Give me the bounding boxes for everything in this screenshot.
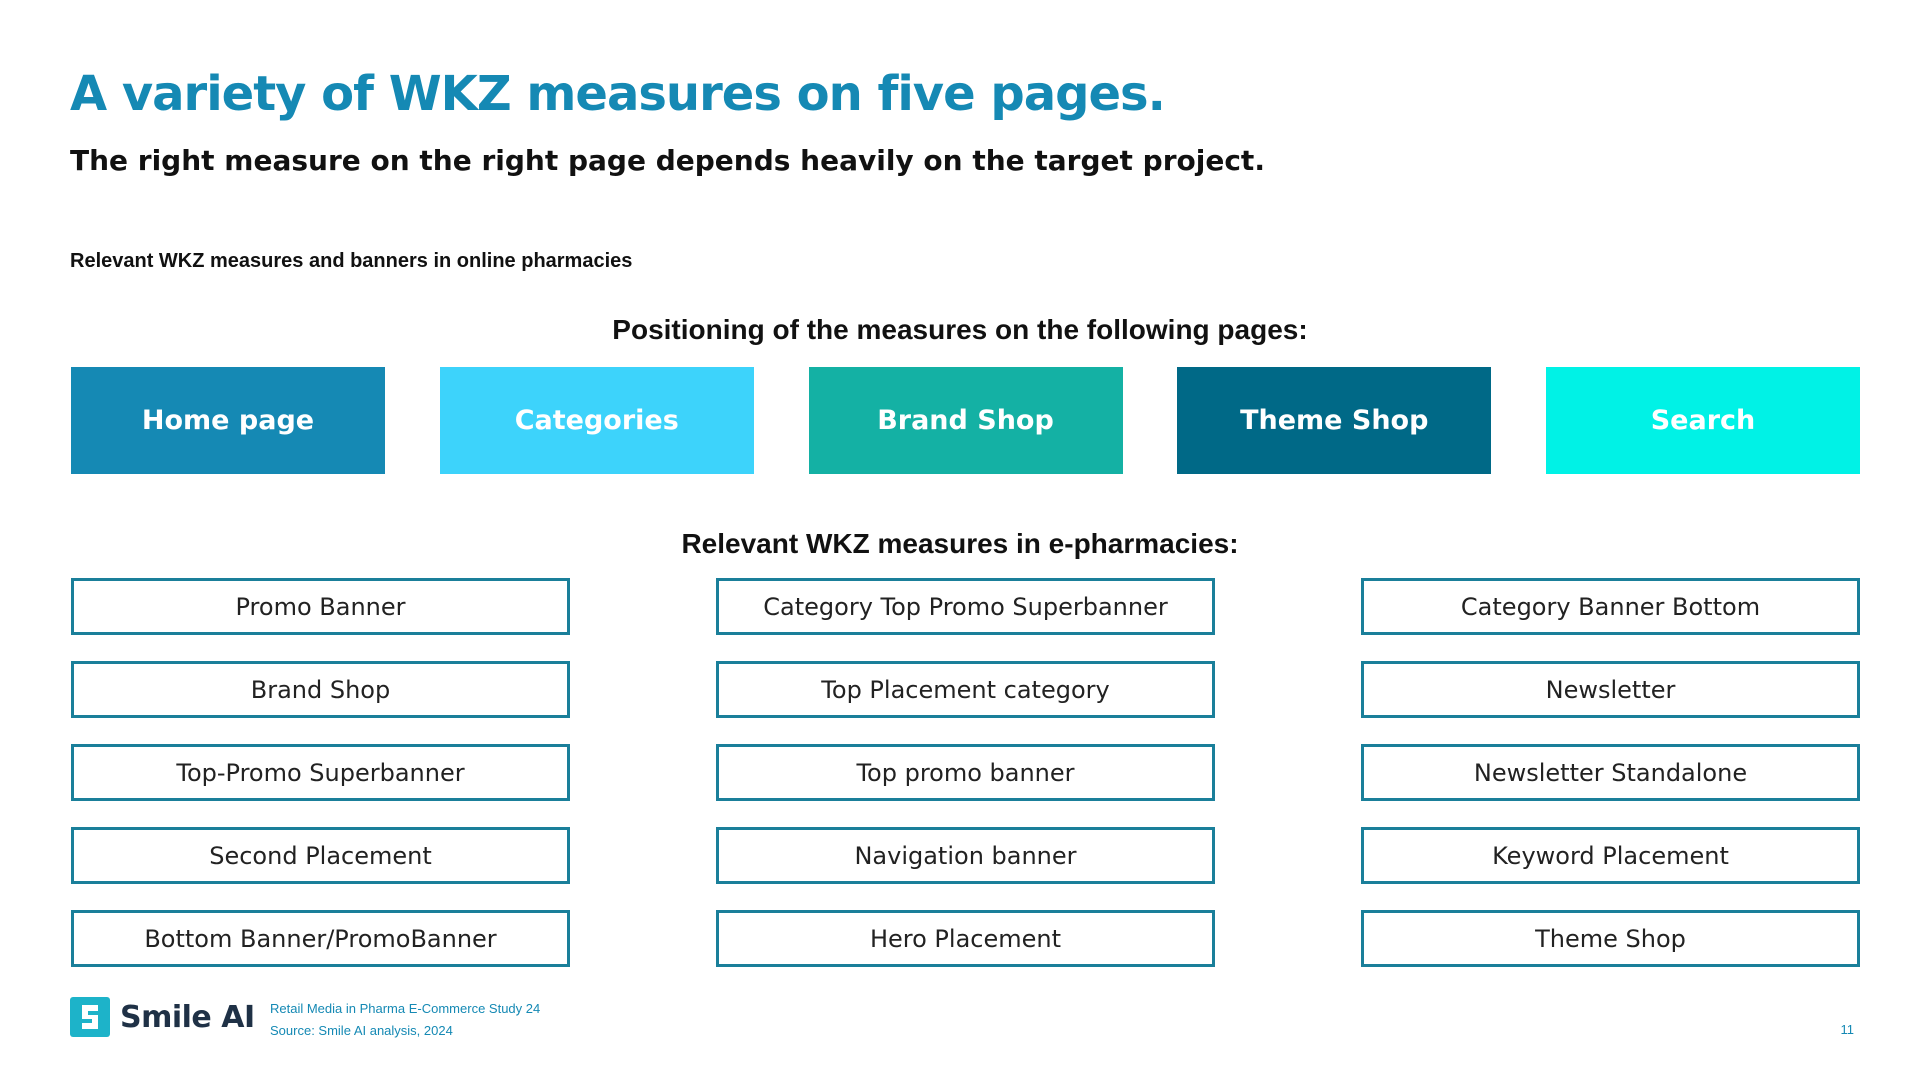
- measure-top-promo-banner: Top promo banner: [716, 744, 1215, 801]
- measure-keyword-placement: Keyword Placement: [1361, 827, 1860, 884]
- page-tiles: [71, 367, 1860, 474]
- page-tile-theme-shop[interactable]: [1177, 367, 1491, 474]
- measure-top-placement-category: Top Placement category: [716, 661, 1215, 718]
- smile-ai-logo-icon: [70, 997, 110, 1037]
- measure-top-promo-superbanner: Top-Promo Superbanner: [71, 744, 570, 801]
- page-tile-label: Theme Shop: [1240, 405, 1429, 436]
- footer-study: Retail Media in Pharma E-Commerce Study 24: [270, 1001, 541, 1016]
- measure-brand-shop: Brand Shop: [71, 661, 570, 718]
- measure-category-banner-bottom: Category Banner Bottom: [1361, 578, 1860, 635]
- measure-promo-banner: Promo Banner: [71, 578, 570, 635]
- measure-bottom-banner-promobanner: Bottom Banner/PromoBanner: [71, 910, 570, 967]
- measure-category-top-promo-superbanner: Category Top Promo Superbanner: [716, 578, 1215, 635]
- page-tile-search[interactable]: [1546, 367, 1860, 474]
- logo-text: Smile AI: [120, 999, 255, 1035]
- footer-source: Source: Smile AI analysis, 2024: [270, 1023, 453, 1038]
- footer-notes: [270, 998, 540, 1042]
- page-tile-label: Categories: [514, 405, 679, 436]
- measure-hero-placement: Hero Placement: [716, 910, 1215, 967]
- page-tile-label: Search: [1650, 405, 1756, 436]
- pages-heading: Positioning of the measures on the following pages:: [612, 314, 1308, 345]
- measure-newsletter: Newsletter: [1361, 661, 1860, 718]
- page-tile-home[interactable]: [71, 367, 385, 474]
- slide-subtitle: The right measure on the right page depends heavily on the target project.: [70, 144, 1265, 177]
- company-logo: [70, 997, 255, 1037]
- page-tile-brand-shop[interactable]: [809, 367, 1123, 474]
- page-tile-categories[interactable]: [440, 367, 754, 474]
- measures-heading: Relevant WKZ measures in e-pharmacies:: [681, 528, 1239, 559]
- measure-navigation-banner: Navigation banner: [716, 827, 1215, 884]
- measure-second-placement: Second Placement: [71, 827, 570, 884]
- measures-grid: [71, 578, 1860, 967]
- slide-title: A variety of WKZ measures on five pages.: [70, 66, 1165, 122]
- page-tile-label: Brand Shop: [877, 405, 1054, 436]
- context-label: Relevant WKZ measures and banners in online pharmacies: [70, 250, 633, 272]
- page-number: 11: [1840, 1022, 1854, 1037]
- measure-newsletter-standalone: Newsletter Standalone: [1361, 744, 1860, 801]
- measure-theme-shop: Theme Shop: [1361, 910, 1860, 967]
- page-tile-label: Home page: [141, 405, 315, 436]
